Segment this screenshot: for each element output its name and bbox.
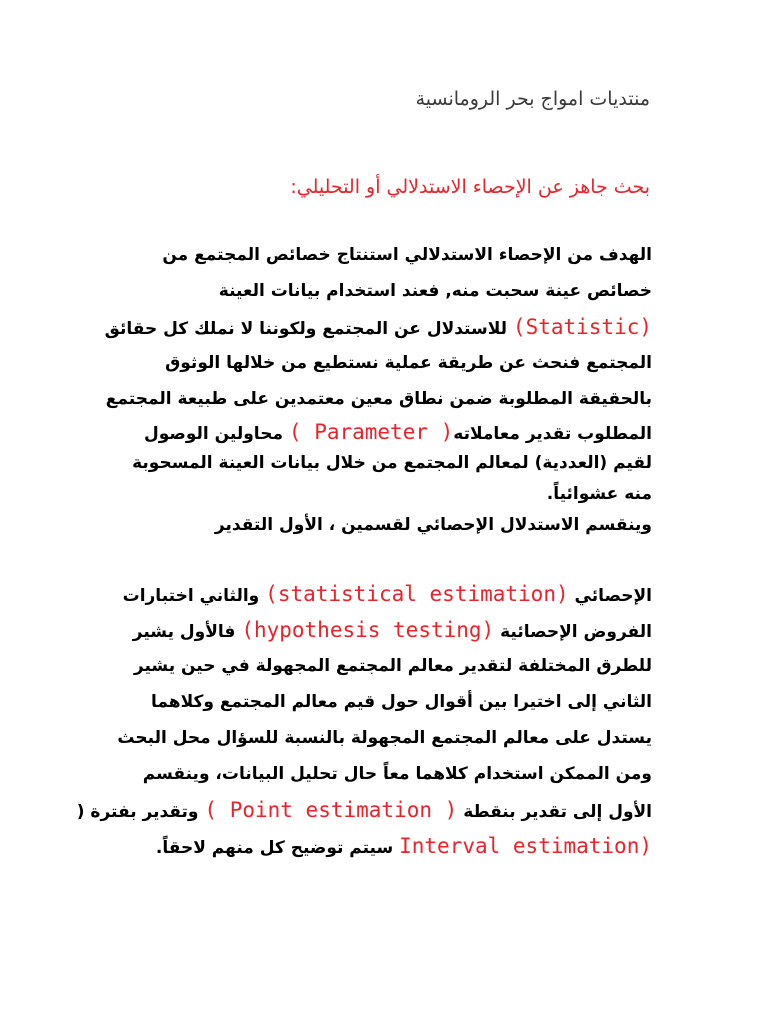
line-text: المطلوب تقدير معاملاته — [453, 424, 652, 444]
text-line: الثاني إلى اختيرا بين أقوال حول قيم معالم المجتمع وكلاهما — [151, 692, 652, 712]
term-statistic: (Statistic) — [512, 315, 652, 339]
text-line: لقيم (العددية) لمعالم المجتمع من خلال بيانات العينة المسحوبة — [132, 453, 652, 473]
line-text: محاولين الوصول — [144, 424, 283, 444]
document-title: بحث جاهز عن الإحصاء الاستدلالي أو التحليلي: — [290, 176, 650, 198]
text-line: خصائص عينة سحبت منه, فعند استخدام بيانات العينة — [218, 281, 652, 301]
text-line: الهدف من الإحصاء الاستدلالي استنتاج خصائص المجتمع من — [162, 245, 652, 265]
term-point-estimation: ( Point estimation ) — [204, 798, 458, 822]
text-line — [112, 576, 652, 612]
term-hypothesis-testing: (hypothesis testing) — [241, 618, 495, 642]
paragraph-2 — [76, 576, 652, 864]
line-text: والثاني اختبارات — [122, 586, 260, 606]
text-line: منه عشوائياً. — [546, 484, 652, 504]
line-text: وتقدير بفترة ( — [76, 802, 199, 822]
text-line: المجتمع فنحث عن طريقة عملية نستطيع من خلالها الوثوق — [165, 353, 652, 373]
text-line — [112, 828, 652, 864]
term-parameter: ( Parameter ) — [288, 420, 454, 444]
term-statistical-estimation: (statistical estimation) — [265, 582, 569, 606]
text-line — [112, 417, 652, 448]
line-text: الأول إلى تقدير بنقطة — [463, 802, 652, 822]
text-line: يستدل على معالم المجتمع المجهولة بالنسبة للسؤال محل البحث — [117, 728, 652, 748]
text-line: للطرق المختلفة لتقدير معالم المجتمع المجهولة في حين يشير — [133, 656, 652, 676]
line-text: فالأول يشير — [132, 622, 236, 642]
line-text: للاستدلال عن المجتمع ولكوننا لا نملك كل حقائق — [104, 319, 507, 339]
text-line — [76, 792, 652, 828]
paragraph-1 — [104, 237, 652, 541]
text-line: ومن الممكن استخدام كلاهما معاً حال تحليل البيانات، وينقسم — [142, 764, 652, 784]
text-line — [112, 612, 652, 648]
text-line — [104, 309, 652, 345]
text-line: وينقسم الاستدلال الإحصائي لقسمين ، الأول التقدير — [214, 515, 652, 535]
forum-name: منتديات امواج بحر الرومانسية — [415, 88, 650, 110]
text-line: بالحقيقة المطلوبة ضمن نطاق معين معتمدين على طبيعة المجتمع — [105, 389, 652, 409]
line-text: سيتم توضيح كل منهم لاحقاً. — [155, 838, 394, 858]
term-interval-estimation: Interval estimation) — [399, 834, 652, 858]
line-text: الفروض الإحصائية — [500, 622, 652, 642]
line-text: الإحصائي — [574, 586, 652, 606]
